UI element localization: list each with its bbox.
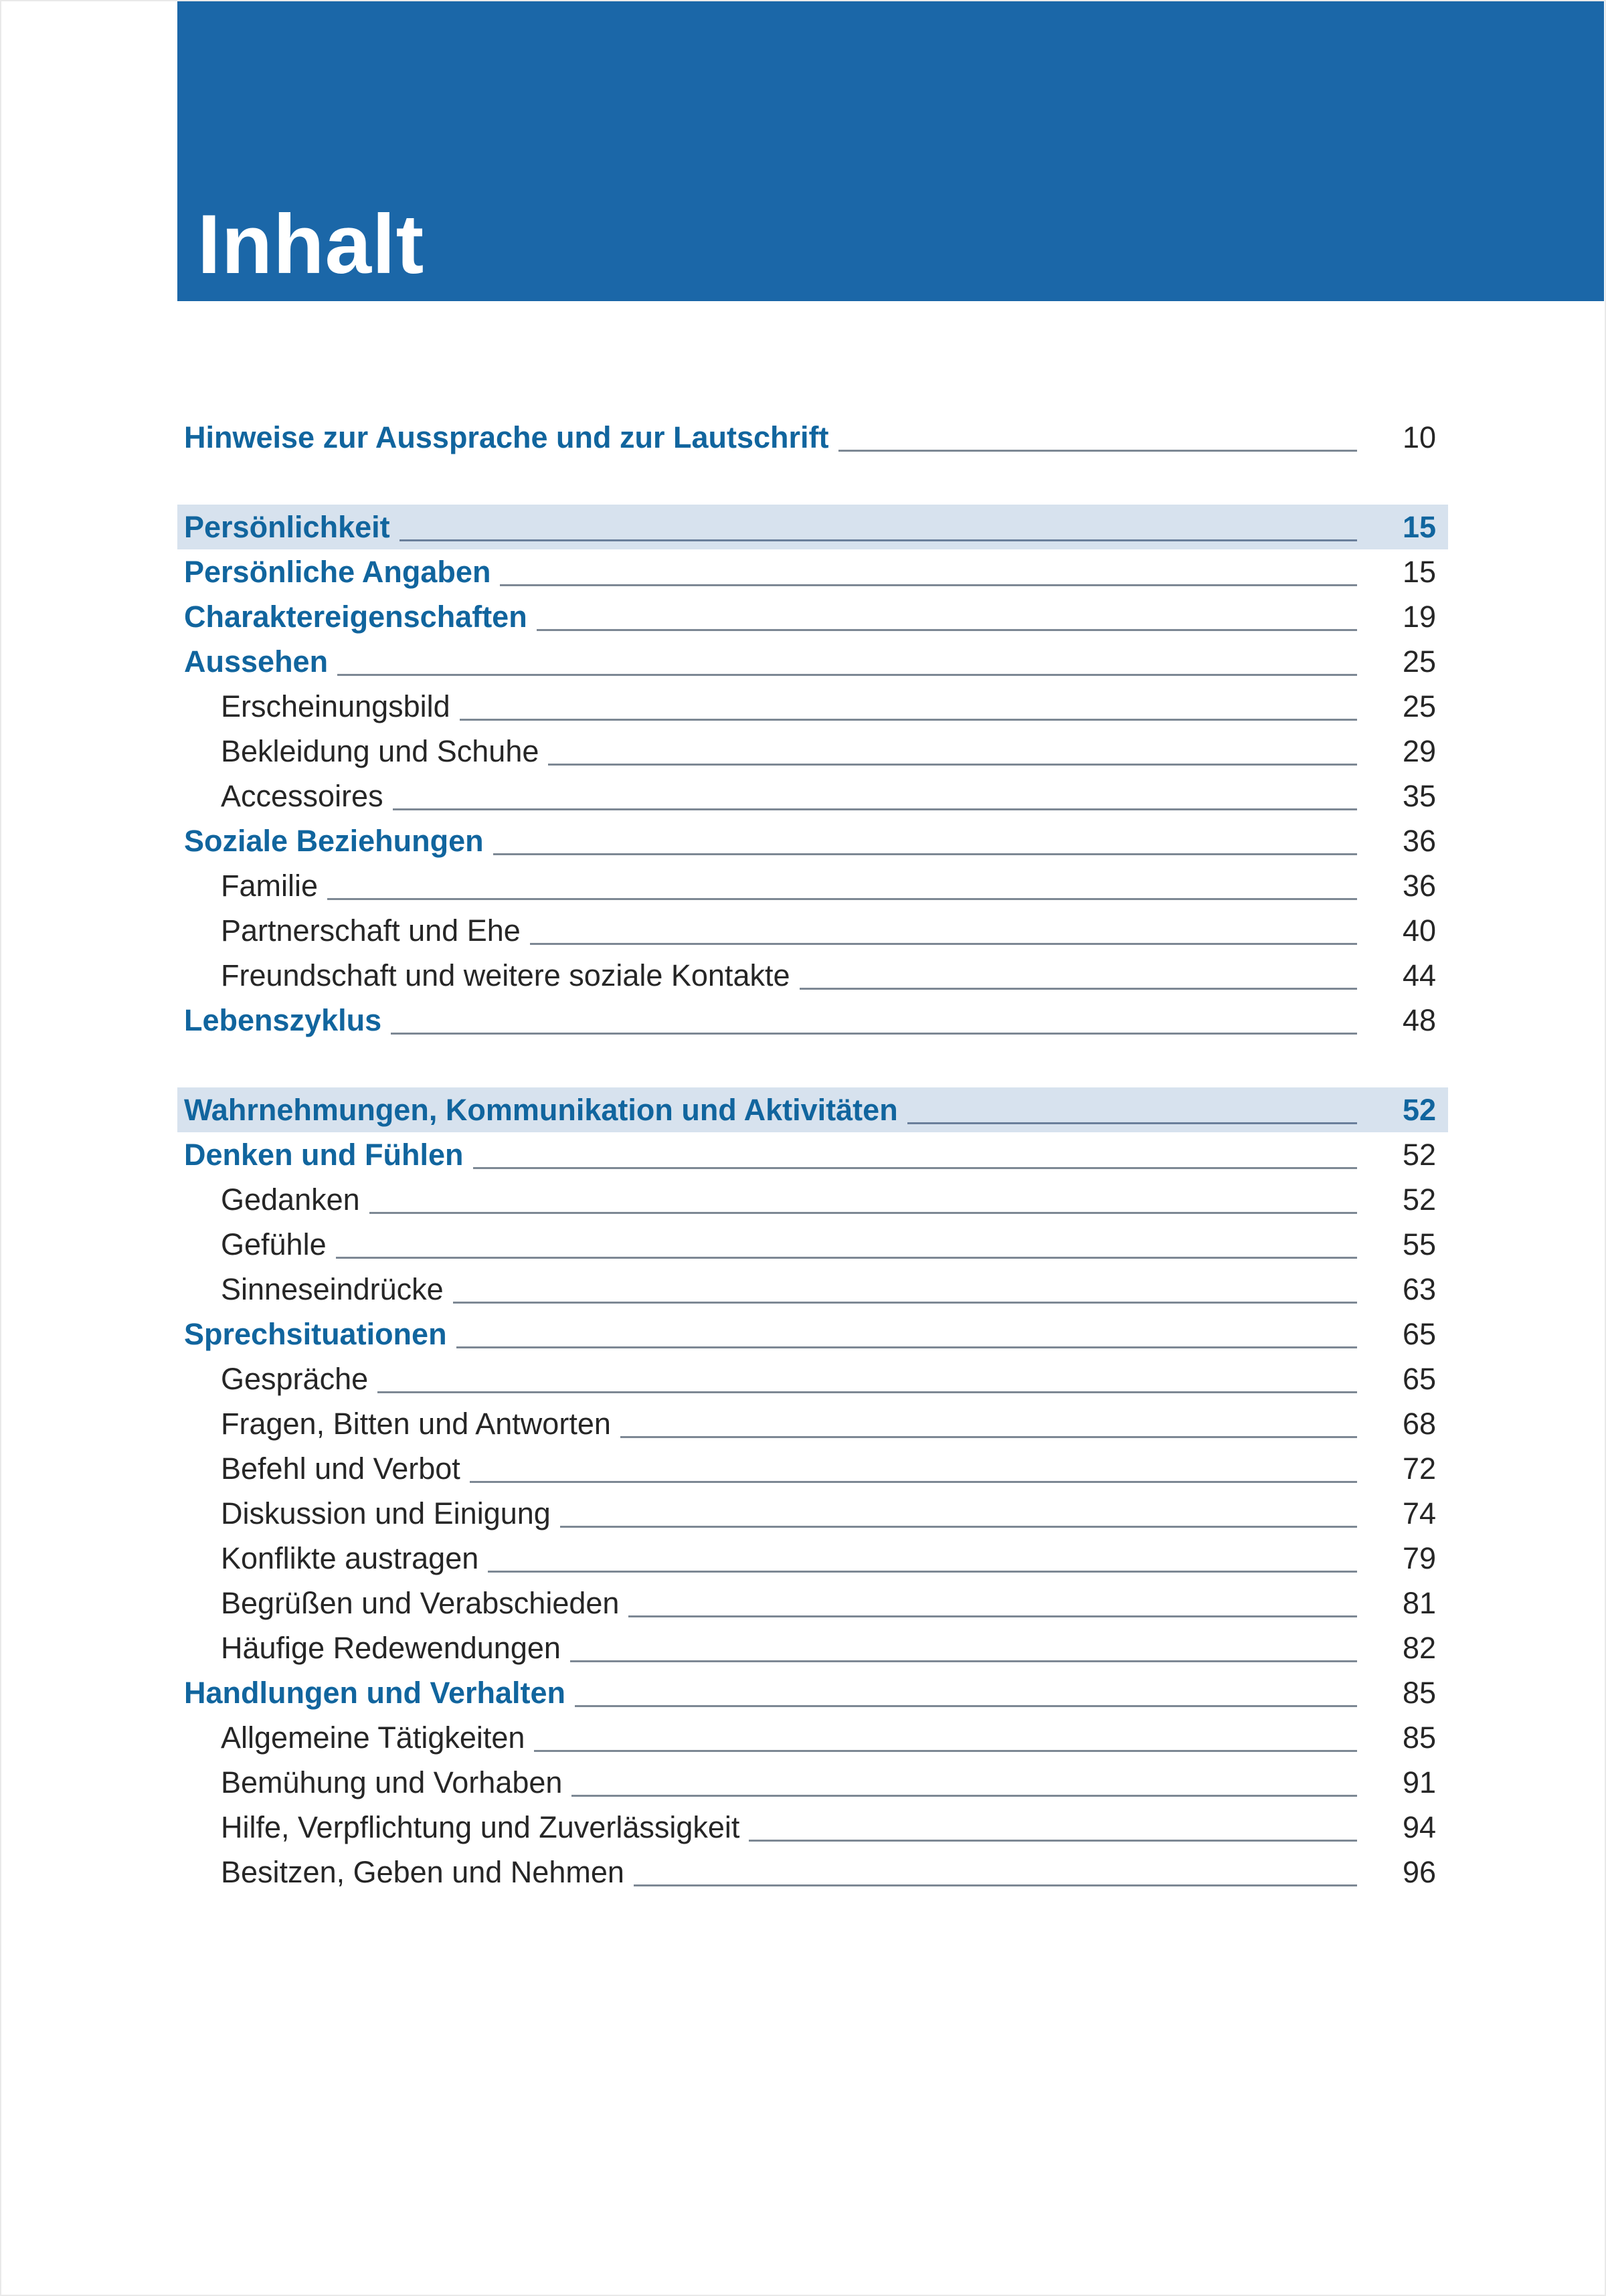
toc-entry-label: Diskussion und Einigung bbox=[221, 1496, 551, 1530]
toc-entry-label: Persönliche Angaben bbox=[184, 555, 491, 589]
leader-line bbox=[337, 674, 1357, 676]
leader-line bbox=[399, 539, 1357, 541]
leader-line bbox=[327, 898, 1357, 900]
toc-entry bbox=[177, 684, 1448, 729]
toc-entry-label: Handlungen und Verhalten bbox=[184, 1676, 566, 1710]
toc-entry bbox=[177, 1401, 1448, 1446]
toc-entry-page: 19 bbox=[1402, 600, 1436, 634]
leader-line bbox=[570, 1660, 1357, 1662]
toc-entry bbox=[177, 1312, 1448, 1356]
leader-line bbox=[620, 1436, 1357, 1438]
toc-entry-label: Wahrnehmungen, Kommunikation und Aktivitäten bbox=[184, 1093, 898, 1127]
toc-entry bbox=[177, 1222, 1448, 1267]
toc-entry-page: 36 bbox=[1402, 869, 1436, 903]
leader-line bbox=[534, 1750, 1357, 1752]
toc-entry bbox=[177, 1670, 1448, 1715]
toc-entry bbox=[177, 1760, 1448, 1805]
leader-line bbox=[473, 1167, 1357, 1169]
toc-entry-page: 68 bbox=[1402, 1407, 1436, 1441]
leader-line bbox=[488, 1571, 1357, 1573]
toc-entry-label: Denken und Fühlen bbox=[184, 1138, 464, 1172]
toc-entry-page: 36 bbox=[1402, 824, 1436, 858]
toc-entry bbox=[177, 1356, 1448, 1401]
toc-entry bbox=[177, 818, 1448, 863]
toc-entry bbox=[177, 1087, 1448, 1132]
leader-line bbox=[369, 1212, 1357, 1214]
toc-entry-label: Fragen, Bitten und Antworten bbox=[221, 1407, 611, 1441]
toc-entry-label: Accessoires bbox=[221, 779, 383, 813]
toc-entry-label: Aussehen bbox=[184, 644, 329, 679]
leader-line bbox=[838, 450, 1357, 452]
toc-entry-label: Gedanken bbox=[221, 1182, 360, 1217]
toc-entry bbox=[177, 594, 1448, 639]
toc-entry bbox=[177, 908, 1448, 953]
toc-entry-page: 10 bbox=[1402, 420, 1436, 454]
toc-entry bbox=[177, 639, 1448, 684]
toc-entry-label: Hilfe, Verpflichtung und Zuverlässigkeit bbox=[221, 1810, 740, 1844]
toc-entry-page: 91 bbox=[1402, 1765, 1436, 1799]
toc-entry-label: Charaktereigenschaften bbox=[184, 600, 527, 634]
toc-entry-page: 63 bbox=[1402, 1272, 1436, 1306]
toc-entry-page: 35 bbox=[1402, 779, 1436, 813]
leader-line bbox=[575, 1705, 1357, 1707]
toc-entry-label: Gespräche bbox=[221, 1362, 369, 1396]
toc-entry bbox=[177, 863, 1448, 908]
toc-entry bbox=[177, 1491, 1448, 1536]
leader-line bbox=[571, 1795, 1357, 1797]
toc-entry-label: Sprechsituationen bbox=[184, 1317, 447, 1351]
page-header-band bbox=[177, 1, 1604, 301]
toc-entry bbox=[177, 1446, 1448, 1491]
toc-entry bbox=[177, 549, 1448, 594]
toc-entry-page: 65 bbox=[1402, 1362, 1436, 1396]
toc-entry-label: Erscheinungsbild bbox=[221, 689, 450, 723]
toc-entry-label: Hinweise zur Aussprache und zur Lautschrift bbox=[184, 420, 829, 454]
toc-entry bbox=[177, 1850, 1448, 1894]
toc-entry bbox=[177, 1267, 1448, 1312]
toc-entry bbox=[177, 415, 1448, 460]
toc-entry-label: Sinneseindrücke bbox=[221, 1272, 444, 1306]
toc-entry-page: 15 bbox=[1402, 555, 1436, 589]
leader-line bbox=[460, 719, 1357, 721]
toc-entry bbox=[177, 1581, 1448, 1625]
toc-entry-label: Gefühle bbox=[221, 1227, 327, 1261]
leader-line bbox=[560, 1526, 1357, 1528]
toc-entry bbox=[177, 953, 1448, 998]
toc-entry bbox=[177, 774, 1448, 818]
toc-entry-page: 52 bbox=[1402, 1182, 1436, 1217]
toc-entry-page: 48 bbox=[1402, 1003, 1436, 1037]
toc-entry-page: 55 bbox=[1402, 1227, 1436, 1261]
leader-line bbox=[377, 1391, 1357, 1393]
toc-entry-page: 85 bbox=[1402, 1676, 1436, 1710]
toc-entry bbox=[177, 505, 1448, 549]
page-title: Inhalt bbox=[197, 198, 425, 291]
toc-entry-page: 82 bbox=[1402, 1631, 1436, 1665]
leader-line bbox=[800, 988, 1358, 990]
toc-entry-label: Häufige Redewendungen bbox=[221, 1631, 561, 1665]
toc-entry bbox=[177, 1625, 1448, 1670]
leader-line bbox=[548, 764, 1357, 766]
leader-line bbox=[493, 853, 1357, 855]
toc-entry-page: 15 bbox=[1402, 510, 1436, 544]
toc-entry-label: Konflikte austragen bbox=[221, 1541, 479, 1575]
leader-line bbox=[453, 1302, 1357, 1304]
toc-entry bbox=[177, 1715, 1448, 1760]
leader-line bbox=[749, 1840, 1357, 1842]
leader-line bbox=[634, 1884, 1357, 1886]
leader-line bbox=[336, 1257, 1357, 1259]
leader-line bbox=[470, 1481, 1357, 1483]
leader-line bbox=[393, 808, 1357, 810]
leader-line bbox=[456, 1346, 1357, 1348]
toc-entry-label: Bemühung und Vorhaben bbox=[221, 1765, 563, 1799]
toc-entry-label: Besitzen, Geben und Nehmen bbox=[221, 1855, 624, 1889]
toc-entry bbox=[177, 1805, 1448, 1850]
toc-entry-page: 25 bbox=[1402, 644, 1436, 679]
toc-entry-page: 79 bbox=[1402, 1541, 1436, 1575]
toc-entry bbox=[177, 1536, 1448, 1581]
toc-entry-page: 65 bbox=[1402, 1317, 1436, 1351]
toc-entry-page: 40 bbox=[1402, 913, 1436, 948]
toc-entry-label: Befehl und Verbot bbox=[221, 1451, 460, 1486]
leader-line bbox=[628, 1615, 1357, 1617]
leader-line bbox=[530, 943, 1357, 945]
toc-entry-page: 72 bbox=[1402, 1451, 1436, 1486]
toc-entry-label: Soziale Beziehungen bbox=[184, 824, 484, 858]
toc-entry-label: Bekleidung und Schuhe bbox=[221, 734, 539, 768]
toc-entry-page: 74 bbox=[1402, 1496, 1436, 1530]
toc-list bbox=[177, 415, 1448, 1894]
toc-entry-page: 96 bbox=[1402, 1855, 1436, 1889]
toc-entry-label: Persönlichkeit bbox=[184, 510, 390, 544]
leader-line bbox=[391, 1033, 1357, 1035]
toc-entry bbox=[177, 1132, 1448, 1177]
toc-entry-label: Allgemeine Tätigkeiten bbox=[221, 1720, 525, 1755]
toc-entry bbox=[177, 1177, 1448, 1222]
toc-entry-label: Partnerschaft und Ehe bbox=[221, 913, 521, 948]
toc-entry-page: 52 bbox=[1402, 1093, 1436, 1127]
toc-entry-page: 81 bbox=[1402, 1586, 1436, 1620]
toc-entry-page: 94 bbox=[1402, 1810, 1436, 1844]
toc-entry-page: 25 bbox=[1402, 689, 1436, 723]
toc-entry bbox=[177, 729, 1448, 774]
leader-line bbox=[500, 584, 1357, 586]
toc-entry bbox=[177, 998, 1448, 1043]
toc-entry-page: 52 bbox=[1402, 1138, 1436, 1172]
toc-entry-label: Familie bbox=[221, 869, 319, 903]
toc-entry-label: Lebenszyklus bbox=[184, 1003, 382, 1037]
toc-entry-page: 29 bbox=[1402, 734, 1436, 768]
toc-entry-page: 44 bbox=[1402, 958, 1436, 992]
toc-entry-label: Begrüßen und Verabschieden bbox=[221, 1586, 620, 1620]
toc-entry-label: Freundschaft und weitere soziale Kontakte bbox=[221, 958, 790, 992]
toc-entry-page: 85 bbox=[1402, 1720, 1436, 1755]
leader-line bbox=[537, 629, 1357, 631]
leader-line bbox=[907, 1122, 1357, 1124]
